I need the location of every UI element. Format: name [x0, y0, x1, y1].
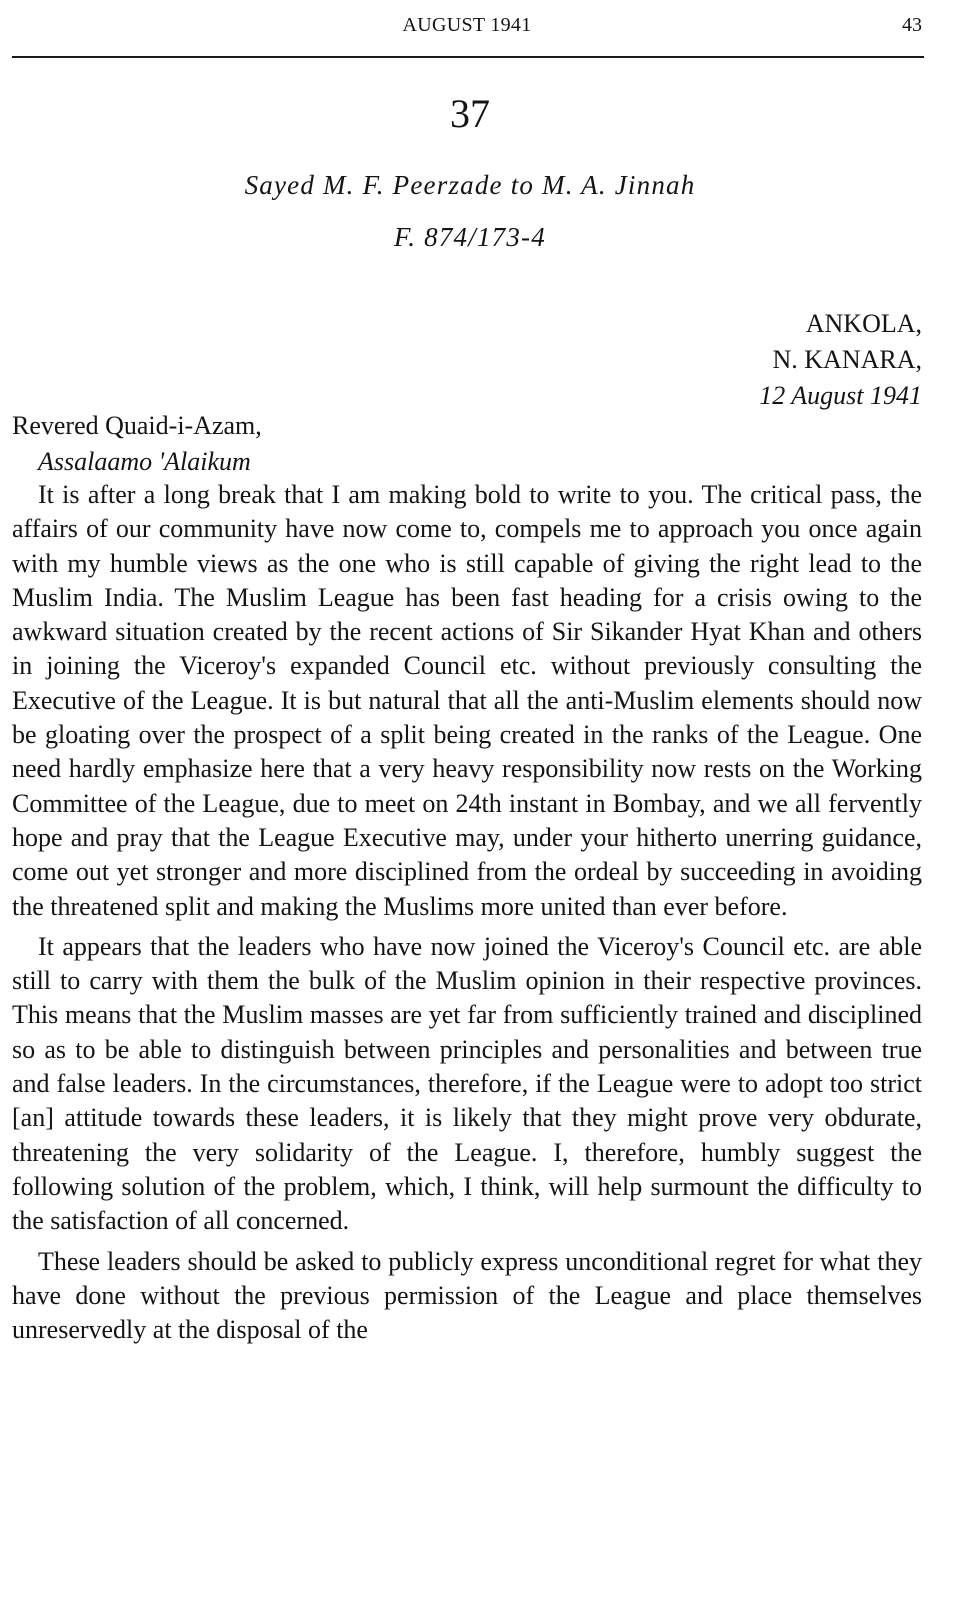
- page-number: 43: [902, 14, 922, 36]
- salutation: Revered Quaid-i-Azam,: [12, 411, 262, 440]
- greeting: Assalaamo 'Alaikum: [38, 447, 251, 476]
- document-number: 37: [450, 91, 490, 136]
- paragraph: These leaders should be asked to publicly express unconditional regret for what they have done without the previous permission of the League and place themselves unreservedly at the disposal of the: [12, 1246, 922, 1345]
- address-line: N. KANARA,: [772, 345, 922, 374]
- letter-body: [12, 478, 922, 1347]
- paragraph: It is after a long break that I am making bold to write to you. The critical pass, the affairs of our community have now come to, compels me to approach you once again with my humble views as the one who is still capable of giving the right lead to the Muslim India. The Muslim League has been fast heading for a crisis owing to the awkward situation created by the recent actions of Sir Sikander Hyat Khan and others in joining the Viceroy's expanded Council etc. without previously consulting the Executive of the League. It is but natural that all the anti-Muslim elements should now be gloating over the prospect of a split being created in the ranks of the League. One need hardly emphasize here that a very heavy responsibility now rests on the Working Committee of the League, due to meet on 24th instant in Bombay, and we all fervently hope and pray that the League Executive may, under your hitherto unerring guidance, come out yet stronger and more disciplined from the ordeal by succeeding in avoiding the threatened split and making the Muslims more united than ever before.: [12, 480, 922, 921]
- letter-date: 12 August 1941: [759, 381, 922, 410]
- sender-address: [759, 306, 922, 414]
- document-heading: Sayed M. F. Peerzade to M. A. Jinnah: [244, 170, 696, 200]
- file-reference: F. 874/173-4: [394, 222, 546, 252]
- running-header: [12, 14, 922, 44]
- header-rule: [12, 56, 924, 58]
- paragraph: It appears that the leaders who have now joined the Viceroy's Council etc. are able still to carry with them the bulk of the Muslim opinion in their respective provinces. This means that the Muslim masses are yet far from sufficiently trained and disciplined so as to be able to distinguish between principles and personalities and between true and false leaders. In the circumstances, therefore, if the League were to adopt too strict [an] attitude towards these leaders, it is likely that they might prove very obdurate, threatening the very solidarity of the League. I, therefore, humbly suggest the following solution of the problem, which, I think, will help surmount the difficulty to the satisfaction of all concerned.: [12, 931, 922, 1236]
- address-line: ANKOLA,: [805, 309, 922, 338]
- running-title: AUGUST 1941: [402, 14, 532, 36]
